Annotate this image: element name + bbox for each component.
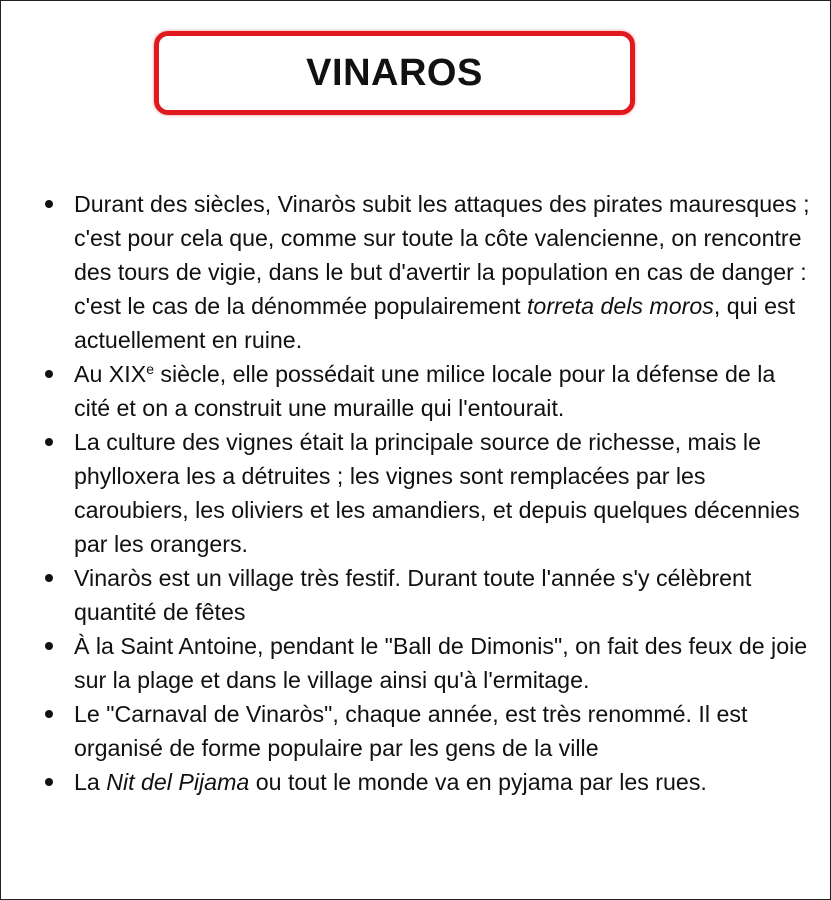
list-item-text: , qui est actuellement en ruine. [74, 293, 796, 353]
bullet-dot-icon [45, 200, 53, 208]
bullet-list [43, 187, 813, 799]
list-item [43, 561, 813, 629]
bullet-dot-icon [45, 438, 53, 446]
list-item-text: La [74, 769, 107, 795]
superscript: e [146, 361, 154, 377]
list-item [43, 629, 813, 697]
bullet-dot-icon [45, 710, 53, 718]
title-box [154, 31, 635, 115]
list-item-text: ou tout le monde va en pyjama par les rues. [249, 769, 707, 795]
bullet-dot-icon [45, 778, 53, 786]
bullet-dot-icon [45, 370, 53, 378]
list-item-text: À la Saint Antoine, pendant le "Ball de Dimonis", on fait des feux de joie sur la plage et dans le village ainsi qu'à l'ermitage. [74, 633, 808, 693]
page-title: VINAROS [306, 51, 483, 94]
list-item [43, 187, 813, 357]
bullet-dot-icon [45, 574, 53, 582]
list-item-text: Durant des siècles, Vinaròs subit les attaques des pirates mauresques ; c'est pour cela que, comme sur toute la côte valencienne, on rencontre des tours de vigie, dans le but d'avertir la population en cas de danger : c'est le cas de la dénommée populairement [74, 191, 810, 319]
list-item-text: Le "Carnaval de Vinaròs", chaque année, est très renommé. Il est organisé de forme populaire par les gens de la ville [74, 701, 748, 761]
list-item-text: siècle, elle possédait une milice locale pour la défense de la cité et on a construit une muraille qui l'entourait. [74, 361, 776, 421]
list-item-text: Au XIX [74, 361, 147, 387]
list-item [43, 697, 813, 765]
list-item-italic: Nit del Pijama [106, 769, 250, 795]
list-item [43, 425, 813, 561]
list-item-text: La culture des vignes était la principale source de richesse, mais le phylloxera les a détruites ; les vignes sont remplacées par les caroubiers, les oliviers et les amandiers, et depuis quelques décennies par les orangers. [74, 429, 800, 557]
list-item-text: Vinaròs est un village très festif. Durant toute l'année s'y célèbrent quantité de fêtes [74, 565, 752, 625]
bullet-dot-icon [45, 642, 53, 650]
list-item [43, 357, 813, 425]
list-item-italic: torreta dels moros [526, 293, 714, 319]
list-item [43, 765, 813, 799]
